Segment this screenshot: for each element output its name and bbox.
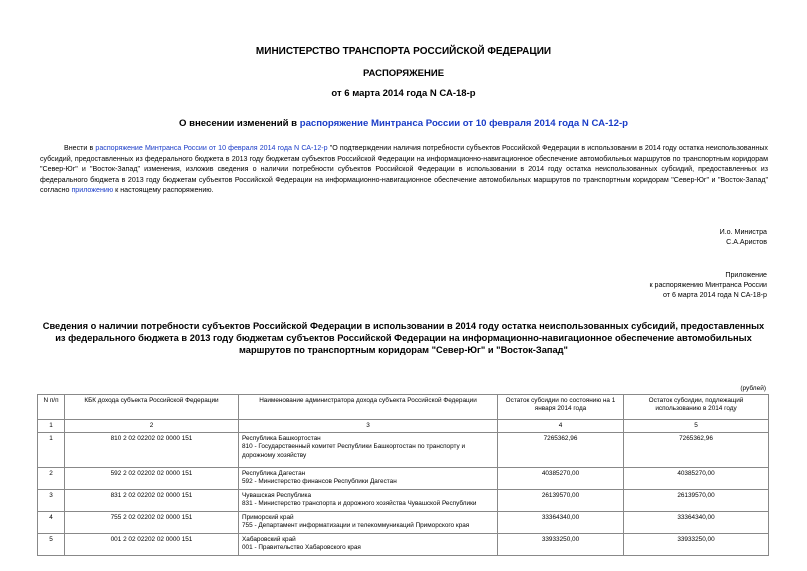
- signature-name: С.А.Аристов: [726, 237, 767, 246]
- appendix-note: [649, 271, 767, 300]
- order-link[interactable]: распоряжение Минтранса России от 10 февраля 2014 года N СА-12-р: [95, 144, 328, 152]
- column-number: 2: [65, 420, 239, 433]
- table-row: [38, 468, 769, 490]
- row-to-use: 7265362,96: [624, 433, 769, 468]
- row-administrator: [239, 433, 498, 468]
- ministry-title: МИНИСТЕРСТВО ТРАНСПОРТА РОССИЙСКОЙ ФЕДЕРАЦИИ: [255, 46, 552, 57]
- subsidy-table: [37, 394, 769, 556]
- row-to-use: 33364340,00: [624, 512, 769, 534]
- header-cell: Остаток субсидии по состоянию на 1 января 2014 года: [498, 395, 624, 420]
- row-balance: 7265362,96: [498, 433, 624, 468]
- row-region: Хабаровский край: [242, 536, 296, 544]
- header-cell: КБК дохода субъекта Российской Федерации: [65, 395, 239, 420]
- table-row: [38, 512, 769, 534]
- row-agency: 755 - Департамент информатизации и телекоммуникаций Приморского края: [242, 522, 470, 530]
- table-header-row: [38, 395, 769, 420]
- row-number: 4: [38, 512, 65, 534]
- row-balance: 33364340,00: [498, 512, 624, 534]
- row-kbk: 831 2 02 02202 02 0000 151: [65, 490, 239, 512]
- document-subject: [0, 118, 807, 129]
- body-text-2: "О подтверждении наличия потребности субъектов Российской Федерации в использовании в 2014 году остатка неиспользованных субсидий, предоставленных из федерального бюджета в 2013 году бюджетам субъектов Российской Федерации на информационно-навигационное обеспечение автомобильных маршрутов по транспортным коридорам "Север-Юг" и "Восток-Запад" изменения, изложив сведения о наличии потребности субъектов Российской Федерации в использовании в 2014 году остатка неиспользованных субсидий, предоставленных из федерального бюджета в 2013 году бюджетам субъектов Российской Федерации на информационно-навигационное обеспечение автомобильных маршрутов по транспортным коридорам "Север-Юг" и "Восток-Запад" согласно: [40, 144, 768, 195]
- appendix-date: от 6 марта 2014 года N СА-18-р: [662, 290, 767, 299]
- table-row: [38, 433, 769, 468]
- row-agency: 592 - Министерство финансов Республики Дагестан: [242, 478, 397, 486]
- appendix-ref: к распоряжению Минтранса России: [649, 280, 767, 289]
- row-number: 3: [38, 490, 65, 512]
- row-region: Чувашская Республика: [242, 492, 312, 500]
- body-text-1: Внести в: [64, 144, 96, 152]
- table-row: [38, 534, 769, 556]
- header-cell: N п/п: [38, 395, 65, 420]
- body-text-3: к настоящему распоряжению.: [113, 186, 214, 195]
- row-administrator: [239, 468, 498, 490]
- column-number: 1: [38, 420, 65, 433]
- column-number: 4: [498, 420, 624, 433]
- row-to-use: 40385270,00: [624, 468, 769, 490]
- subject-link[interactable]: распоряжение Минтранса России от 10 февраля 2014 года N СА-12-р: [299, 118, 629, 129]
- row-balance: 26139570,00: [498, 490, 624, 512]
- row-number: 2: [38, 468, 65, 490]
- column-number: 5: [624, 420, 769, 433]
- header-cell: Наименование администратора дохода субъекта Российской Федерации: [239, 395, 498, 420]
- row-number: 5: [38, 534, 65, 556]
- row-kbk: 755 2 02 02202 02 0000 151: [65, 512, 239, 534]
- table-row: [38, 490, 769, 512]
- row-kbk: 810 2 02 02202 02 0000 151: [65, 433, 239, 468]
- appendix-label: Приложение: [725, 271, 767, 279]
- row-agency: 810 - Государственный комитет Республики Башкортостан по транспорту и дорожному хозяйству: [242, 443, 466, 459]
- row-to-use: 26139570,00: [624, 490, 769, 512]
- signature-block: [720, 228, 767, 248]
- row-region: Республика Дагестан: [242, 470, 306, 478]
- subject-prefix: О внесении изменений в: [178, 118, 300, 129]
- row-administrator: [239, 512, 498, 534]
- document-date: от 6 марта 2014 года N СА-18-р: [331, 88, 476, 99]
- signature-title: И.о. Министра: [719, 228, 767, 236]
- row-balance: 40385270,00: [498, 468, 624, 490]
- row-balance: 33933250,00: [498, 534, 624, 556]
- row-kbk: 001 2 02 02202 02 0000 151: [65, 534, 239, 556]
- appendix-link[interactable]: приложению: [71, 186, 114, 195]
- row-agency: 001 - Правительство Хабаровского края: [242, 544, 361, 552]
- row-administrator: [239, 490, 498, 512]
- row-kbk: 592 2 02 02202 02 0000 151: [65, 468, 239, 490]
- row-agency: 831 - Министерство транспорта и дорожного хозяйства Чувашской Республики: [242, 500, 477, 508]
- row-administrator: [239, 534, 498, 556]
- row-region: Республика Башкортостан: [242, 435, 321, 443]
- header-cell: Остаток субсидии, подлежащий использованию в 2014 году: [624, 395, 769, 420]
- row-to-use: 33933250,00: [624, 534, 769, 556]
- column-number: 3: [239, 420, 498, 433]
- row-region: Приморский край: [242, 514, 294, 522]
- row-number: 1: [38, 433, 65, 468]
- unit-label: (рублей): [740, 385, 766, 392]
- table-title: Сведения о наличии потребности субъектов Российской Федерации в использовании в 2014 году остатка неиспользованных субсидий, предоставленных из федерального бюджета в 2013 году бюджетам субъектов Российской Федерации на информационно-навигационное обеспечение автомобильных маршрутов по транспортным коридорам "Север-Юг" и "Восток-Запад": [42, 321, 765, 355]
- body-paragraph: [40, 143, 768, 196]
- table-column-numbers-row: [38, 420, 769, 433]
- document-type: РАСПОРЯЖЕНИЕ: [362, 68, 445, 79]
